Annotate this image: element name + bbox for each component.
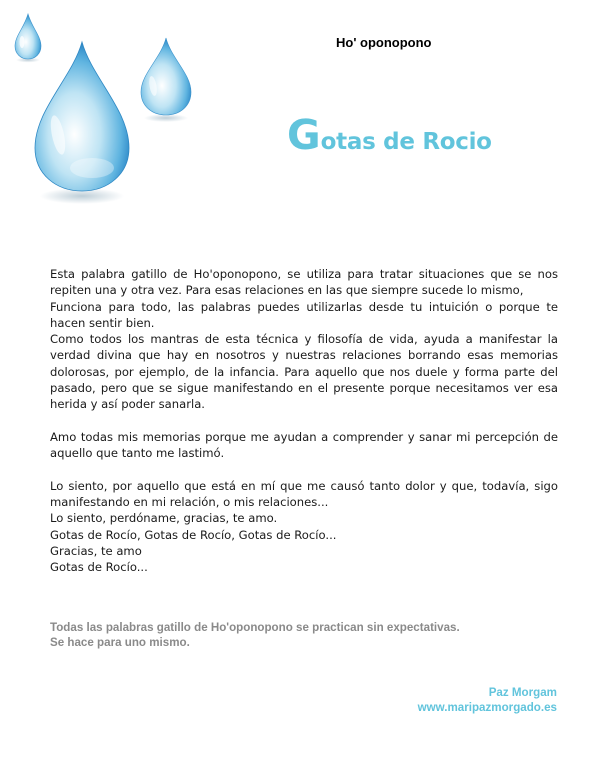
body-paragraph: Funciona para todo, las palabras puedes utilizarlas desde tu intuición o porque te hacen sentir bien. bbox=[50, 299, 558, 330]
water-drops bbox=[0, 0, 240, 215]
body-paragraph: Como todos los mantras de esta técnica y filosofía de vida, ayuda a manifestar la verdad divina que hay en nosotros y nuestras relaciones borrando esas memorias dolorosas, por ejemplo, de la infancia. Para aquello que nos duele y forma parte del pasado, pero que se sigue manifestando en el presente porque necesitamos ver esa herida y así poder sanarla. bbox=[50, 332, 558, 412]
mantra-line: Gracias, te amo bbox=[50, 544, 142, 559]
author-name: Paz Morgam bbox=[488, 686, 557, 699]
mantra-line: Gotas de Rocío, Gotas de Rocío, Gotas de Rocío... bbox=[50, 527, 337, 542]
body-paragraph: Esta palabra gatillo de Ho'oponopono, se utiliza para tratar situaciones que se nos repiten una y otra vez. Para esas relaciones en las que siempre sucede lo mismo, bbox=[50, 267, 558, 298]
water-drop-icon bbox=[141, 38, 191, 122]
page-title: Ho' oponopono bbox=[336, 35, 432, 50]
brand-initial: G bbox=[287, 111, 321, 159]
water-drop-icon bbox=[15, 14, 41, 63]
signature bbox=[418, 685, 557, 715]
mantra-line: Gotas de Rocío... bbox=[50, 560, 148, 575]
body-text bbox=[50, 266, 558, 576]
water-drop-icon bbox=[35, 42, 129, 204]
closing-line: Se hace para uno mismo. bbox=[50, 636, 190, 649]
brand-title-rest: otas de Rocio bbox=[320, 129, 492, 155]
closing-note bbox=[50, 620, 460, 650]
body-paragraph: Lo siento, por aquello que está en mí que me causó tanto dolor y que, todavía, sigo manifestando en mi relación, o mis relaciones... bbox=[50, 478, 558, 510]
mantra-line: Lo siento, perdóname, gracias, te amo. bbox=[50, 511, 278, 526]
body-paragraph: Amo todas mis memorias porque me ayudan a comprender y sanar mi percepción de aquello que tanto me lastimó. bbox=[50, 429, 558, 461]
website-link[interactable]: www.maripazmorgado.es bbox=[417, 701, 557, 714]
brand-title bbox=[287, 111, 492, 159]
closing-line: Todas las palabras gatillo de Ho'oponopono se practican sin expectativas. bbox=[50, 621, 460, 634]
